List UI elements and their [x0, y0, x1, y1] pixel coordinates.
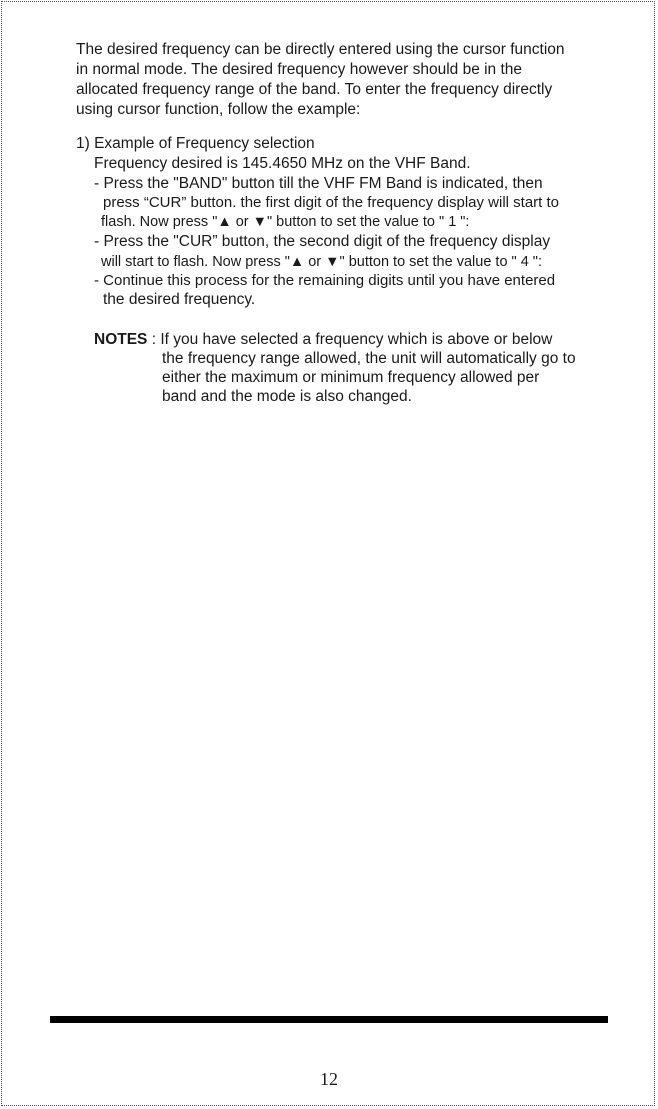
notes-line: the frequency range allowed, the unit will automatically go to — [162, 350, 576, 367]
example-line: - Press the "CUR” button, the second digit of the frequency display — [94, 233, 551, 250]
notes-separator: : — [147, 331, 161, 348]
example-line: flash. Now press "▲ or ▼" button to set the value to " 1 ": — [101, 214, 470, 230]
intro-line: using cursor function, follow the example: — [76, 101, 361, 118]
notes-line: either the maximum or minimum frequency allowed per — [162, 369, 540, 386]
example-line: press “CUR” button. the first digit of the frequency display will start to — [103, 194, 560, 211]
footer-rule — [50, 1016, 608, 1023]
example-line: Frequency desired is 145.4650 MHz on the VHF Band. — [94, 155, 471, 172]
example-line: the desired frequency. — [103, 291, 256, 308]
example-line: - Press the "BAND" button till the VHF FM Band is indicated, then — [94, 175, 543, 192]
notes-line: If you have selected a frequency which is above or below — [160, 331, 553, 348]
intro-line: in normal mode. The desired frequency however should be in the — [76, 61, 523, 78]
page-number: 12 — [320, 1069, 338, 1089]
notes-first-line — [94, 330, 552, 350]
example-line: will start to flash. Now press "▲ or ▼" button to set the value to " 4 ": — [101, 254, 542, 270]
notes-line: band and the mode is also changed. — [162, 388, 412, 405]
notes-label: NOTES — [94, 331, 148, 348]
example-heading: 1) Example of Frequency selection — [76, 135, 315, 152]
example-line: - Continue this process for the remaining digits until you have entered — [94, 272, 556, 289]
intro-line: allocated frequency range of the band. To enter the frequency directly — [76, 81, 553, 98]
intro-line: The desired frequency can be directly entered using the cursor function — [76, 41, 565, 58]
